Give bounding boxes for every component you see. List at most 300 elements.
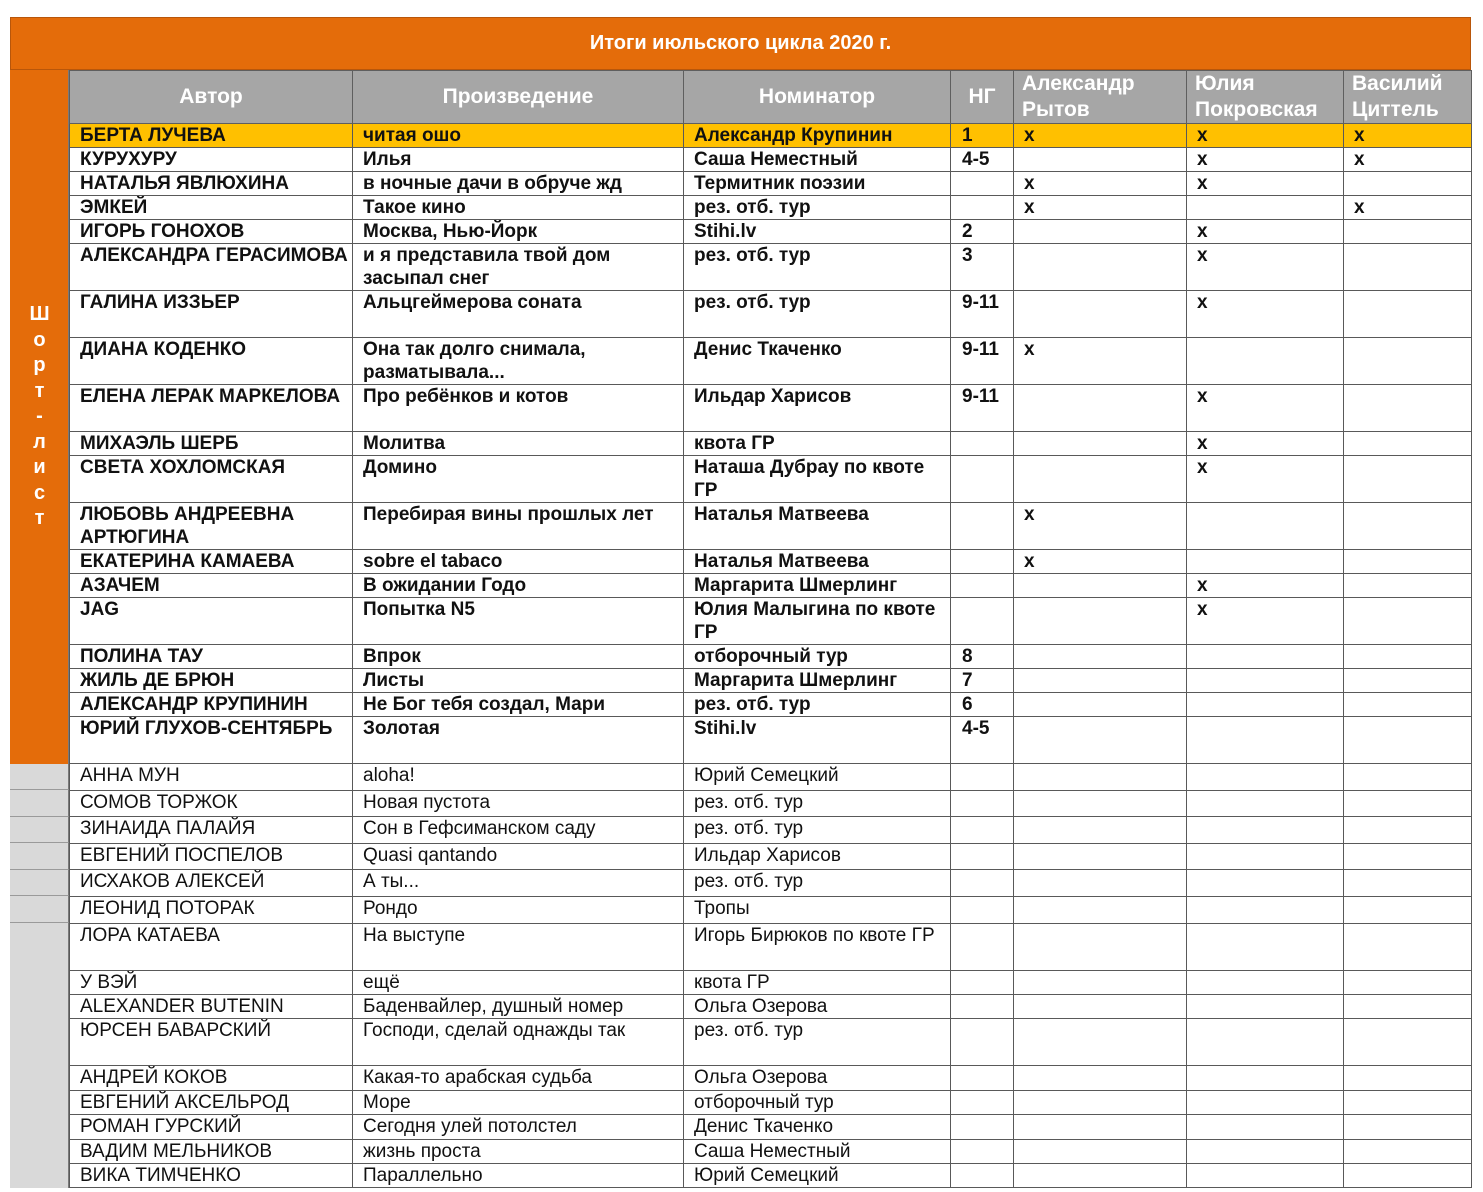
judge-tsittel-mark [1344, 244, 1472, 291]
ng-cell: 6 [951, 693, 1014, 717]
judge-tsittel-mark [1344, 843, 1472, 870]
judge-rytov-mark [1014, 645, 1187, 669]
table-row [70, 923, 1472, 970]
judge-tsittel-mark [1344, 574, 1472, 598]
ng-cell [951, 1115, 1014, 1139]
author-cell: ЮРСЕН БАВАРСКИЙ [70, 1019, 353, 1066]
author-cell: СВЕТА ХОХЛОМСКАЯ [70, 456, 353, 503]
work-cell: Quasi qantando [353, 843, 684, 870]
work-cell: Рондо [353, 896, 684, 923]
ng-cell: 1 [951, 124, 1014, 148]
author-cell: ВАДИМ МЕЛЬНИКОВ [70, 1139, 353, 1163]
judge-rytov-mark [1014, 717, 1187, 764]
sidebar-grey-block [10, 923, 69, 1188]
judge-tsittel-mark [1344, 1019, 1472, 1066]
author-cell: ЕЛЕНА ЛЕРАК МАРКЕЛОВА [70, 385, 353, 432]
nominator-cell: рез. отб. тур [684, 1019, 951, 1066]
judge-tsittel-mark [1344, 1066, 1472, 1090]
judge-pokrovskaya-mark [1187, 1066, 1344, 1090]
work-cell: в ночные дачи в обруче жд [353, 172, 684, 196]
nominator-cell: Денис Ткаченко [684, 1115, 951, 1139]
judge-pokrovskaya-mark [1187, 923, 1344, 970]
ng-cell [951, 1019, 1014, 1066]
results-table [69, 70, 1472, 1188]
author-cell: ЮРИЙ ГЛУХОВ-СЕНТЯБРЬ [70, 717, 353, 764]
judge-tsittel-mark [1344, 645, 1472, 669]
work-cell: ещё [353, 970, 684, 994]
nominator-cell: Маргарита Шмерлинг [684, 669, 951, 693]
judge-rytov-mark [1014, 817, 1187, 844]
author-cell: ЭМКЕЙ [70, 196, 353, 220]
table-row [70, 574, 1472, 598]
author-cell: РОМАН ГУРСКИЙ [70, 1115, 353, 1139]
author-cell: МИХАЭЛЬ ШЕРБ [70, 432, 353, 456]
work-cell: Баденвайлер, душный номер [353, 994, 684, 1018]
work-cell: Москва, Нью-Йорк [353, 220, 684, 244]
judge-rytov-mark [1014, 574, 1187, 598]
judge-pokrovskaya-mark: x [1187, 148, 1344, 172]
sidebar-grey-cell [10, 817, 69, 844]
work-cell: читая ошо [353, 124, 684, 148]
judge-tsittel-mark [1344, 994, 1472, 1018]
ng-cell [951, 503, 1014, 550]
work-cell: Господи, сделай однажды так [353, 1019, 684, 1066]
judge-first-name: Юлия [1195, 72, 1255, 95]
judge-tsittel-mark [1344, 1163, 1472, 1187]
shortlist-letter: р [33, 354, 46, 376]
judge-tsittel-mark [1344, 896, 1472, 923]
table-row [70, 338, 1472, 385]
nominator-cell: рез. отб. тур [684, 870, 951, 897]
nominator-cell: Ильдар Харисов [684, 385, 951, 432]
judge-pokrovskaya-mark [1187, 994, 1344, 1018]
ng-cell [951, 550, 1014, 574]
author-cell: ЕКАТЕРИНА КАМАЕВА [70, 550, 353, 574]
ng-cell [951, 432, 1014, 456]
header-work: Произведение [353, 71, 684, 124]
ng-cell: 8 [951, 645, 1014, 669]
judge-pokrovskaya-mark [1187, 843, 1344, 870]
nominator-cell: рез. отб. тур [684, 693, 951, 717]
judge-pokrovskaya-mark: x [1187, 574, 1344, 598]
ng-cell [951, 896, 1014, 923]
work-cell: и я представила твой дом засыпал снег [353, 244, 684, 291]
judge-rytov-mark [1014, 1019, 1187, 1066]
nominator-cell: Денис Ткаченко [684, 338, 951, 385]
author-cell: АЗАЧЕМ [70, 574, 353, 598]
table-row [70, 196, 1472, 220]
ng-cell [951, 598, 1014, 645]
shortlist-letter: т [34, 507, 45, 529]
judge-rytov-mark [1014, 385, 1187, 432]
judge-pokrovskaya-mark: x [1187, 598, 1344, 645]
author-cell: АННА МУН [70, 764, 353, 791]
table-row [70, 994, 1472, 1018]
ng-cell [951, 843, 1014, 870]
work-cell: А ты... [353, 870, 684, 897]
shortlist-letter: - [36, 405, 43, 427]
nominator-cell: рез. отб. тур [684, 244, 951, 291]
judge-tsittel-mark [1344, 669, 1472, 693]
ng-cell: 9-11 [951, 385, 1014, 432]
work-cell: Листы [353, 669, 684, 693]
judge-pokrovskaya-mark [1187, 1115, 1344, 1139]
author-cell: ПОЛИНА ТАУ [70, 645, 353, 669]
shortlist-letter: с [33, 481, 46, 504]
judge-rytov-mark [1014, 432, 1187, 456]
judge-pokrovskaya-mark [1187, 870, 1344, 897]
author-cell: ГАЛИНА ИЗЗЬЕР [70, 291, 353, 338]
ng-cell [951, 970, 1014, 994]
work-cell: В ожидании Годо [353, 574, 684, 598]
judge-pokrovskaya-mark [1187, 790, 1344, 817]
ng-cell [951, 1090, 1014, 1114]
judge-tsittel-mark [1344, 1115, 1472, 1139]
ng-cell: 7 [951, 669, 1014, 693]
work-cell: Какая-то арабская судьба [353, 1066, 684, 1090]
author-cell: ЛЕОНИД ПОТОРАК [70, 896, 353, 923]
judge-rytov-mark [1014, 1090, 1187, 1114]
judge-tsittel-mark [1344, 693, 1472, 717]
table-row [70, 432, 1472, 456]
judge-tsittel-mark [1344, 923, 1472, 970]
judge-last-name: Покровская [1195, 98, 1318, 121]
judge-rytov-mark [1014, 970, 1187, 994]
judge-pokrovskaya-mark: x [1187, 385, 1344, 432]
author-cell: СОМОВ ТОРЖОК [70, 790, 353, 817]
judge-rytov-mark [1014, 1115, 1187, 1139]
judge-pokrovskaya-mark [1187, 550, 1344, 574]
nominator-cell: отборочный тур [684, 1090, 951, 1114]
table-row [70, 220, 1472, 244]
ng-cell [951, 817, 1014, 844]
judge-pokrovskaya-mark [1187, 503, 1344, 550]
judge-tsittel-mark [1344, 870, 1472, 897]
judge-pokrovskaya-mark: x [1187, 220, 1344, 244]
work-cell: Сон в Гефсиманском саду [353, 817, 684, 844]
judge-rytov-mark [1014, 1066, 1187, 1090]
judge-tsittel-mark [1344, 717, 1472, 764]
header-row [70, 71, 1472, 124]
judge-tsittel-mark [1344, 385, 1472, 432]
work-cell: Молитва [353, 432, 684, 456]
nominator-cell: Саша Неместный [684, 148, 951, 172]
judge-pokrovskaya-mark [1187, 970, 1344, 994]
nominator-cell: Наталья Матвеева [684, 503, 951, 550]
work-cell: Альцгеймерова соната [353, 291, 684, 338]
work-cell: Впрок [353, 645, 684, 669]
judge-pokrovskaya-mark: x [1187, 291, 1344, 338]
work-cell: Такое кино [353, 196, 684, 220]
header-ng: НГ [951, 71, 1014, 124]
author-cell: ДИАНА КОДЕНКО [70, 338, 353, 385]
judge-tsittel-mark [1344, 764, 1472, 791]
judge-tsittel-mark [1344, 172, 1472, 196]
work-cell: Золотая [353, 717, 684, 764]
judge-rytov-mark [1014, 896, 1187, 923]
ng-cell: 3 [951, 244, 1014, 291]
header-nominator: Номинатор [684, 71, 951, 124]
table-row [70, 817, 1472, 844]
work-cell: Не Бог тебя создал, Мари [353, 693, 684, 717]
table-row [70, 717, 1472, 764]
table-row [70, 124, 1472, 148]
judge-rytov-mark: x [1014, 550, 1187, 574]
ng-cell: 2 [951, 220, 1014, 244]
judge-pokrovskaya-mark [1187, 1019, 1344, 1066]
nominator-cell: квота ГР [684, 970, 951, 994]
judge-pokrovskaya-mark: x [1187, 124, 1344, 148]
judge-rytov-mark [1014, 148, 1187, 172]
judge-tsittel-mark [1344, 432, 1472, 456]
judge-rytov-mark [1014, 790, 1187, 817]
author-cell: ЕВГЕНИЙ АКСЕЛЬРОД [70, 1090, 353, 1114]
table-row [70, 172, 1472, 196]
ng-cell [951, 196, 1014, 220]
judge-pokrovskaya-mark [1187, 764, 1344, 791]
nominator-cell: Юрий Семецкий [684, 764, 951, 791]
judge-rytov-mark [1014, 244, 1187, 291]
table-row [70, 645, 1472, 669]
ng-cell [951, 172, 1014, 196]
work-cell: Перебирая вины прошлых лет [353, 503, 684, 550]
author-cell: ALEXANDER BUTENIN [70, 994, 353, 1018]
header-judge-tsittel [1344, 71, 1472, 124]
author-cell: АНДРЕЙ КОКОВ [70, 1066, 353, 1090]
author-cell: JAG [70, 598, 353, 645]
judge-pokrovskaya-mark [1187, 338, 1344, 385]
work-cell: Новая пустота [353, 790, 684, 817]
ng-cell [951, 574, 1014, 598]
judge-tsittel-mark: x [1344, 148, 1472, 172]
judge-pokrovskaya-mark [1187, 196, 1344, 220]
nominator-cell: Юрий Семецкий [684, 1163, 951, 1187]
sidebar-grey-cell [10, 790, 69, 817]
judge-pokrovskaya-mark [1187, 1139, 1344, 1163]
judge-first-name: Александр [1022, 72, 1135, 95]
table-row [70, 970, 1472, 994]
judge-tsittel-mark: x [1344, 196, 1472, 220]
judge-rytov-mark [1014, 598, 1187, 645]
nominator-cell: Саша Неместный [684, 1139, 951, 1163]
judge-pokrovskaya-mark: x [1187, 172, 1344, 196]
judge-pokrovskaya-mark [1187, 669, 1344, 693]
nominator-cell: Ольга Озерова [684, 1066, 951, 1090]
table-row [70, 870, 1472, 897]
nominator-cell: Юлия Малыгина по квоте ГР [684, 598, 951, 645]
author-cell: ИСХАКОВ АЛЕКСЕЙ [70, 870, 353, 897]
author-cell: ЖИЛЬ ДЕ БРЮН [70, 669, 353, 693]
nominator-cell: рез. отб. тур [684, 817, 951, 844]
judge-tsittel-mark [1344, 970, 1472, 994]
ng-cell [951, 764, 1014, 791]
table-row [70, 244, 1472, 291]
work-cell: Она так долго снимала, разматывала... [353, 338, 684, 385]
judge-tsittel-mark [1344, 550, 1472, 574]
judge-rytov-mark: x [1014, 172, 1187, 196]
header-author: Автор [70, 71, 353, 124]
judge-rytov-mark [1014, 764, 1187, 791]
judge-tsittel-mark [1344, 790, 1472, 817]
judge-pokrovskaya-mark: x [1187, 244, 1344, 291]
shortlist-label [10, 70, 69, 764]
judge-rytov-mark [1014, 669, 1187, 693]
author-cell: ИГОРЬ ГОНОХОВ [70, 220, 353, 244]
table-row [70, 790, 1472, 817]
nominator-cell: Ольга Озерова [684, 994, 951, 1018]
judge-pokrovskaya-mark: x [1187, 432, 1344, 456]
judge-last-name: Циттель [1352, 98, 1439, 121]
table-row [70, 503, 1472, 550]
work-cell: Илья [353, 148, 684, 172]
judge-rytov-mark [1014, 456, 1187, 503]
judge-pokrovskaya-mark [1187, 693, 1344, 717]
table-row [70, 291, 1472, 338]
shortlist-letter: о [33, 328, 46, 351]
judge-rytov-mark [1014, 870, 1187, 897]
shortlist-letter: Ш [29, 303, 50, 325]
sidebar-column [10, 70, 69, 1188]
nominator-cell: Ильдар Харисов [684, 843, 951, 870]
nominator-cell: Наташа Дубрау по квоте ГР [684, 456, 951, 503]
ng-cell [951, 456, 1014, 503]
judge-rytov-mark: x [1014, 503, 1187, 550]
nominator-cell: рез. отб. тур [684, 196, 951, 220]
judge-pokrovskaya-mark [1187, 1090, 1344, 1114]
ng-cell [951, 790, 1014, 817]
judge-tsittel-mark [1344, 817, 1472, 844]
header-judge-pokrovskaya [1187, 71, 1344, 124]
sidebar-grey-cell [10, 870, 69, 897]
work-cell: Море [353, 1090, 684, 1114]
ng-cell [951, 994, 1014, 1018]
nominator-cell: квота ГР [684, 432, 951, 456]
nominator-cell: Stihi.lv [684, 220, 951, 244]
nominator-cell: Наталья Матвеева [684, 550, 951, 574]
nominator-cell: отборочный тур [684, 645, 951, 669]
judge-pokrovskaya-mark [1187, 817, 1344, 844]
judge-first-name: Василий [1352, 72, 1443, 95]
author-cell: ЕВГЕНИЙ ПОСПЕЛОВ [70, 843, 353, 870]
judge-pokrovskaya-mark [1187, 1163, 1344, 1187]
judge-tsittel-mark [1344, 220, 1472, 244]
table-row [70, 385, 1472, 432]
judge-tsittel-mark [1344, 503, 1472, 550]
work-cell: Попытка N5 [353, 598, 684, 645]
table-row [70, 550, 1472, 574]
ng-cell: 4-5 [951, 148, 1014, 172]
shortlist-letter: т [34, 379, 45, 402]
sidebar-grey-cell [10, 764, 69, 791]
nominator-cell: Александр Крупинин [684, 124, 951, 148]
table-row [70, 669, 1472, 693]
work-cell: жизнь проста [353, 1139, 684, 1163]
table-row [70, 1066, 1472, 1090]
results-body [70, 124, 1472, 1188]
table-row [70, 1115, 1472, 1139]
judge-tsittel-mark [1344, 338, 1472, 385]
table-row [70, 1090, 1472, 1114]
table-row [70, 1019, 1472, 1066]
judge-tsittel-mark [1344, 291, 1472, 338]
work-cell: sobre el tabaco [353, 550, 684, 574]
author-cell: БЕРТА ЛУЧЕВА [70, 124, 353, 148]
work-cell: Сегодня улей потолстел [353, 1115, 684, 1139]
ng-cell [951, 1139, 1014, 1163]
judge-rytov-mark: x [1014, 124, 1187, 148]
judge-rytov-mark [1014, 693, 1187, 717]
sidebar-grey-cell [10, 896, 69, 923]
ng-cell [951, 1066, 1014, 1090]
nominator-cell: Stihi.lv [684, 717, 951, 764]
header-judge-rytov [1014, 71, 1187, 124]
judge-rytov-mark [1014, 1163, 1187, 1187]
nominator-cell: Тропы [684, 896, 951, 923]
judge-tsittel-mark [1344, 456, 1472, 503]
sidebar-grey-cell [10, 843, 69, 870]
work-cell: Домино [353, 456, 684, 503]
nominator-cell: Маргарита Шмерлинг [684, 574, 951, 598]
judge-rytov-mark [1014, 994, 1187, 1018]
table-row [70, 693, 1472, 717]
shortlist-band [10, 70, 69, 764]
author-cell: КУРУХУРУ [70, 148, 353, 172]
work-cell: Про ребёнков и котов [353, 385, 684, 432]
judge-last-name: Рытов [1022, 98, 1090, 121]
judge-rytov-mark [1014, 220, 1187, 244]
nominator-cell: рез. отб. тур [684, 291, 951, 338]
judge-tsittel-mark: x [1344, 124, 1472, 148]
judge-tsittel-mark [1344, 1090, 1472, 1114]
judge-rytov-mark: x [1014, 196, 1187, 220]
ng-cell: 9-11 [951, 291, 1014, 338]
table-row [70, 843, 1472, 870]
work-cell: Параллельно [353, 1163, 684, 1187]
author-cell: ЗИНАИДА ПАЛАЙЯ [70, 817, 353, 844]
table-row [70, 148, 1472, 172]
author-cell: ЛОРА КАТАЕВА [70, 923, 353, 970]
table-row [70, 1163, 1472, 1187]
work-cell: aloha! [353, 764, 684, 791]
ng-cell [951, 1163, 1014, 1187]
author-cell: ЛЮБОВЬ АНДРЕЕВНА АРТЮГИНА [70, 503, 353, 550]
ng-cell: 4-5 [951, 717, 1014, 764]
author-cell: АЛЕКСАНДРА ГЕРАСИМОВА [70, 244, 353, 291]
judge-pokrovskaya-mark: x [1187, 456, 1344, 503]
author-cell: НАТАЛЬЯ ЯВЛЮХИНА [70, 172, 353, 196]
author-cell: АЛЕКСАНДР КРУПИНИН [70, 693, 353, 717]
nominator-cell: Термитник поэзии [684, 172, 951, 196]
table-row [70, 896, 1472, 923]
nominator-cell: рез. отб. тур [684, 790, 951, 817]
judge-rytov-mark [1014, 1139, 1187, 1163]
author-cell: ВИКА ТИМЧЕНКО [70, 1163, 353, 1187]
table-row [70, 1139, 1472, 1163]
author-cell: У ВЭЙ [70, 970, 353, 994]
judge-tsittel-mark [1344, 1139, 1472, 1163]
spreadsheet [10, 17, 1471, 1188]
judge-rytov-mark [1014, 923, 1187, 970]
ng-cell [951, 923, 1014, 970]
judge-pokrovskaya-mark [1187, 645, 1344, 669]
ng-cell [951, 870, 1014, 897]
table-row [70, 764, 1472, 791]
table-row [70, 598, 1472, 645]
shortlist-letter: л [33, 430, 46, 453]
table-row [70, 456, 1472, 503]
shortlist-letter: и [33, 456, 46, 478]
ng-cell: 9-11 [951, 338, 1014, 385]
